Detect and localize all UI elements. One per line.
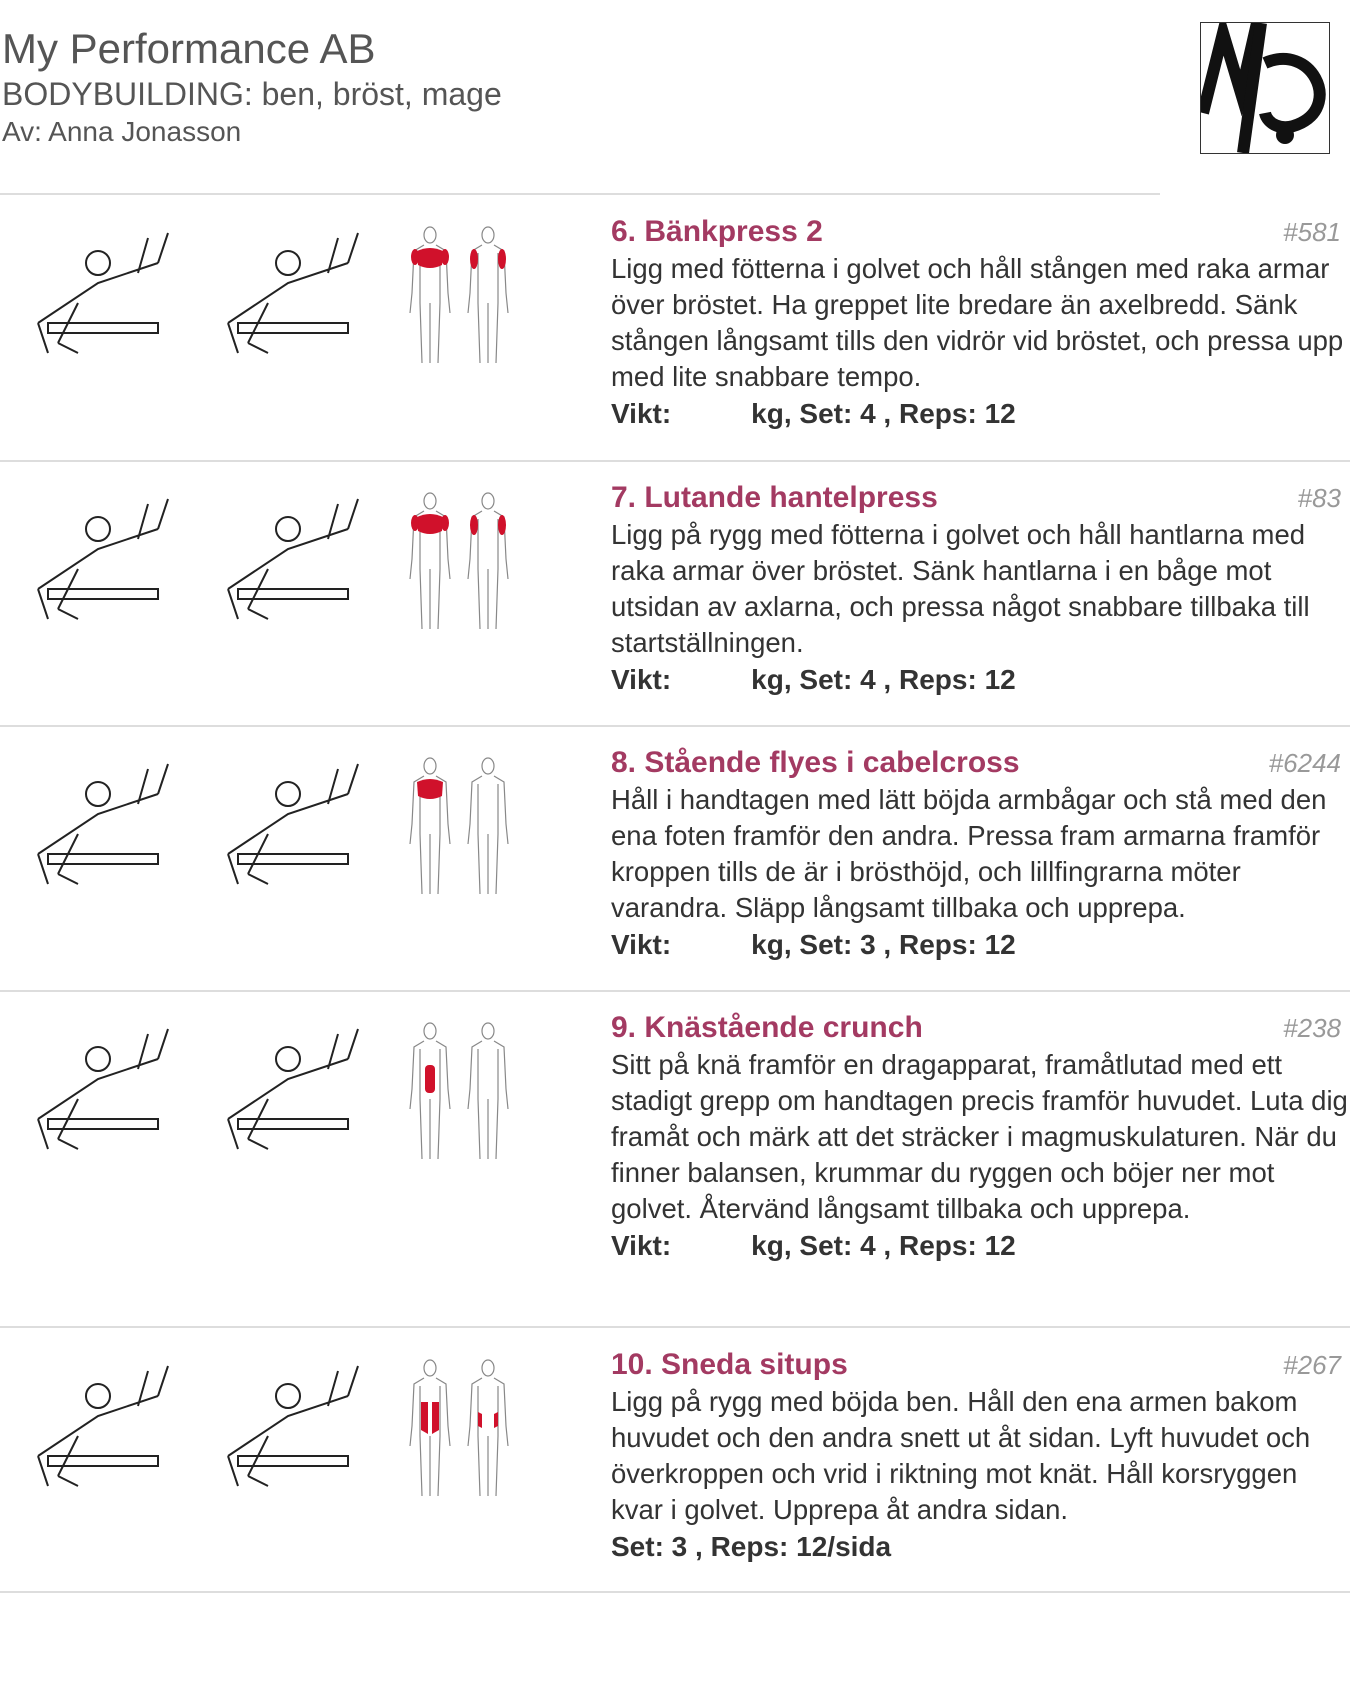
exercise-illustration xyxy=(18,213,538,363)
exercise-title: 8. Stående flyes i cabelcross xyxy=(611,746,1020,779)
company-name: My Performance AB xyxy=(2,25,376,72)
exercise-illustration xyxy=(18,1346,538,1496)
exercise-prescription xyxy=(611,661,1350,699)
sets-reps: kg, Set: 4 , Reps: 12 xyxy=(751,398,1016,429)
exercise-illustration xyxy=(18,1009,538,1159)
exercise-id: #581 xyxy=(1283,217,1341,247)
sets-reps: kg, Set: 4 , Reps: 12 xyxy=(751,664,1016,695)
muscle-map xyxy=(410,493,508,629)
exercise-title: 6. Bänkpress 2 xyxy=(611,215,823,248)
muscle-map xyxy=(410,1360,508,1496)
exercise-id: #238 xyxy=(1283,1013,1341,1043)
weight-label: Vikt: xyxy=(611,929,672,960)
muscle-map xyxy=(410,758,508,894)
divider xyxy=(0,990,1350,992)
exercise-title: 7. Lutande hantelpress xyxy=(611,481,938,514)
weight-label: Vikt: xyxy=(611,664,672,695)
exercise-id: #267 xyxy=(1283,1350,1341,1380)
exercise-description: Ligg på rygg med böjda ben. Håll den ena armen bakom huvudet och den andra snett ut åt sidan. Lyft huvudet och överkroppen och vrid i riktning mot knät. Håll korsryggen kvar i golvet. Upprepa åt andra sidan. xyxy=(611,1386,1311,1525)
exercise-illustration xyxy=(18,479,538,629)
exercise-id: #83 xyxy=(1297,483,1341,513)
exercise-title: 9. Knästående crunch xyxy=(611,1011,923,1044)
exercise-prescription xyxy=(611,926,1350,964)
muscle-map xyxy=(410,227,508,363)
exercise-id: #6244 xyxy=(1268,748,1341,778)
sets-reps: kg, Set: 4 , Reps: 12 xyxy=(751,1230,1016,1261)
sets-reps: Set: 3 , Reps: 12/sida xyxy=(611,1531,892,1562)
divider xyxy=(0,725,1350,727)
program-title: BODYBUILDING: ben, bröst, mage xyxy=(2,76,502,112)
exercise-description: Ligg på rygg med fötterna i golvet och håll hantlarna med raka armar över bröstet. Sänk hantlarna i en båge mot utsidan av axlarna, och pressa något snabbare tillbaka till startställningen. xyxy=(611,519,1310,658)
sets-reps: kg, Set: 3 , Reps: 12 xyxy=(751,929,1016,960)
exercise-description: Ligg med fötterna i golvet och håll stången med raka armar över bröstet. Ha greppet lite bredare än axelbredd. Sänk stången långsamt tills den vidrör vid bröstet, och pressa upp med lite snabbare tempo. xyxy=(611,253,1344,392)
exercise-title: 10. Sneda situps xyxy=(611,1348,848,1381)
exercise-description: Håll i handtagen med lätt böjda armbågar och stå med den ena foten framför den andra. Pressa fram armarna framför kroppen tills de är i brösthöjd, och lillfingrarna möter varandra. Släpp långsamt tillbaka och upprepa. xyxy=(611,784,1327,923)
muscle-map xyxy=(410,1023,508,1159)
exercise-prescription xyxy=(611,1227,1350,1265)
author: Av: Anna Jonasson xyxy=(2,116,242,147)
company-logo xyxy=(1200,22,1330,154)
divider xyxy=(0,1591,1350,1593)
exercise-description: Sitt på knä framför en dragapparat, framåtlutad med ett stadigt grepp om handtagen precis framför huvudet. Luta dig framåt och märk att det sträcker i magmuskulaturen. När du finner balansen, krummar du ryggen och böjer ner mot golvet. Återvänd långsamt tillbaka och upprepa. xyxy=(611,1049,1348,1224)
divider xyxy=(0,1326,1350,1328)
divider xyxy=(0,460,1350,462)
divider xyxy=(0,193,1160,195)
exercise-prescription xyxy=(611,1528,1350,1566)
weight-label: Vikt: xyxy=(611,398,672,429)
document-header xyxy=(2,24,502,150)
exercise-prescription xyxy=(611,395,1350,433)
exercise-illustration xyxy=(18,744,538,894)
weight-label: Vikt: xyxy=(611,1230,672,1261)
